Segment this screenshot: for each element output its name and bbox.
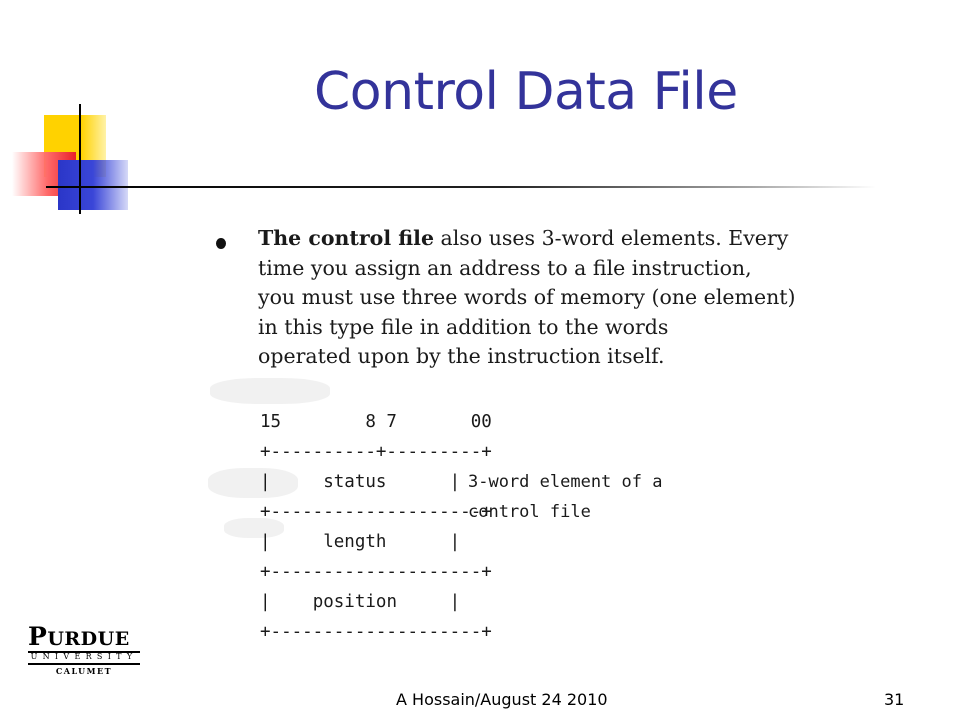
logo-rule — [28, 663, 140, 665]
paragraph-line: The control file also uses 3-word elements. Every — [258, 226, 789, 250]
paragraph-line: you must use three words of memory (one element) — [258, 285, 796, 309]
diagram-border: +--------------------+ — [260, 562, 492, 582]
field-row-position: | position | — [260, 592, 461, 612]
purdue-calumet-logo — [28, 622, 144, 678]
page-number: 31 — [884, 690, 905, 709]
diagram-caption-line2: control file — [468, 502, 591, 522]
bullet-icon — [216, 238, 226, 249]
footer-author-date: A Hossain/August 24 2010 — [396, 690, 608, 709]
diagram-border-top: +----------+---------+ — [260, 442, 492, 462]
paragraph-line: in this type file in addition to the words — [258, 314, 669, 339]
slide-title: Control Data File — [314, 62, 738, 122]
diagram-caption-line1: 3-word element of a — [468, 472, 663, 492]
diagram-border-bottom: +--------------------+ — [260, 622, 492, 642]
logo-university: UNIVERSITY — [30, 652, 138, 661]
title-underline — [46, 186, 876, 188]
body-paragraph — [258, 224, 796, 372]
paragraph-line: operated upon by the instruction itself. — [258, 344, 665, 368]
decor-blue-square — [58, 160, 128, 210]
logo-name: PURDUE — [28, 622, 130, 651]
scan-smudge — [210, 378, 330, 404]
logo-calumet: CALUMET — [55, 666, 113, 676]
diagram-border: +--------------------+ — [260, 502, 492, 522]
bold-lead: The control file — [258, 226, 435, 250]
field-length: length — [323, 532, 387, 552]
bit-labels: 15 8 7 00 — [260, 412, 492, 432]
scanned-page — [206, 218, 796, 648]
field-position: position — [312, 592, 397, 612]
paragraph-line: time you assign an address to a file instruction, — [258, 255, 752, 280]
field-row-length: | length | — [260, 532, 461, 552]
decor-vertical-line — [79, 104, 81, 214]
field-row-status: | status | — [260, 472, 461, 492]
field-status: status — [323, 472, 387, 492]
